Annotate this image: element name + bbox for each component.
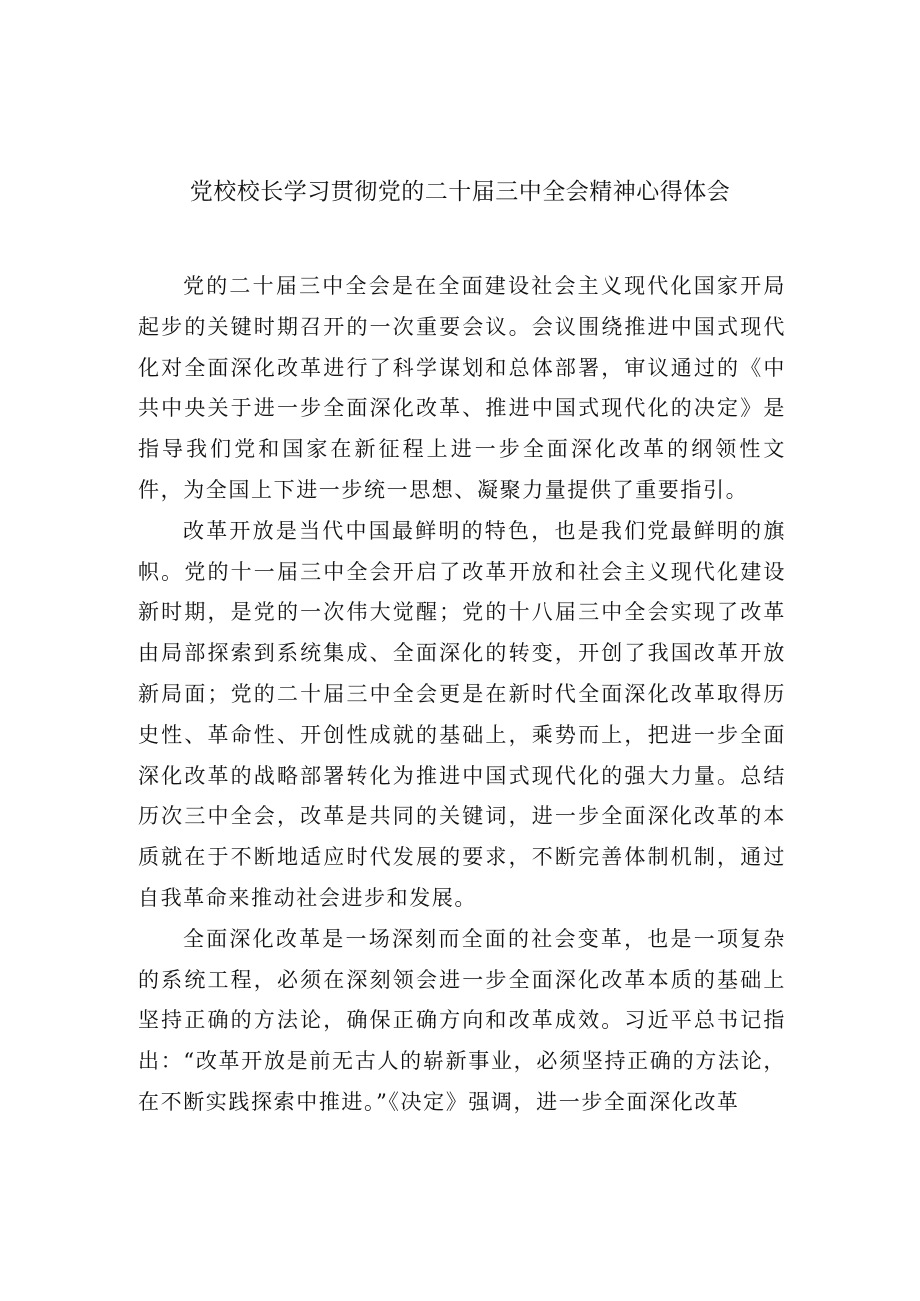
document-body: [138, 266, 786, 1123]
paragraph: 改革开放是当代中国最鲜明的特色，也是我们党最鲜明的旗帜。党的十一届三中全会开启了改革开放和社会主义现代化建设新时期，是党的一次伟大觉醒；党的十八届三中全会实现了改革由局部探索到系统集成、全面深化的转变，开创了我国改革开放新局面；党的二十届三中全会更是在新时代全面深化改革取得历史性、革命性、开创性成就的基础上，乘势而上，把进一步全面深化改革的战略部署转化为推进中国式现代化的强大力量。总结历次三中全会，改革是共同的关键词，进一步全面深化改革的本质就在于不断地适应时代发展的要求，不断完善体制机制，通过自我革命来推动社会进步和发展。: [138, 518, 786, 910]
paragraph: 党的二十届三中全会是在全面建设社会主义现代化国家开局起步的关键时期召开的一次重要会议。会议围绕推进中国式现代化对全面深化改革进行了科学谋划和总体部署，审议通过的《中共中央关于进一步全面深化改革、推进中国式现代化的决定》是指导我们党和国家在新征程上进一步全面深化改革的纲领性文件，为全国上下进一步统一思想、凝聚力量提供了重要指引。: [138, 274, 786, 502]
document-title: 党校校长学习贯彻党的二十届三中全会精神心得体会: [189, 179, 731, 205]
paragraph: 全面深化改革是一场深刻而全面的社会变革，也是一项复杂的系统工程，必须在深刻领会进一步全面深化改革本质的基础上坚持正确的方法论，确保正确方向和改革成效。习近平总书记指出：“改革开放是前无古人的崭新事业，必须坚持正确的方法论，在不断实践探索中推进。”《决定》强调，进一步全面深化改革: [138, 926, 786, 1114]
